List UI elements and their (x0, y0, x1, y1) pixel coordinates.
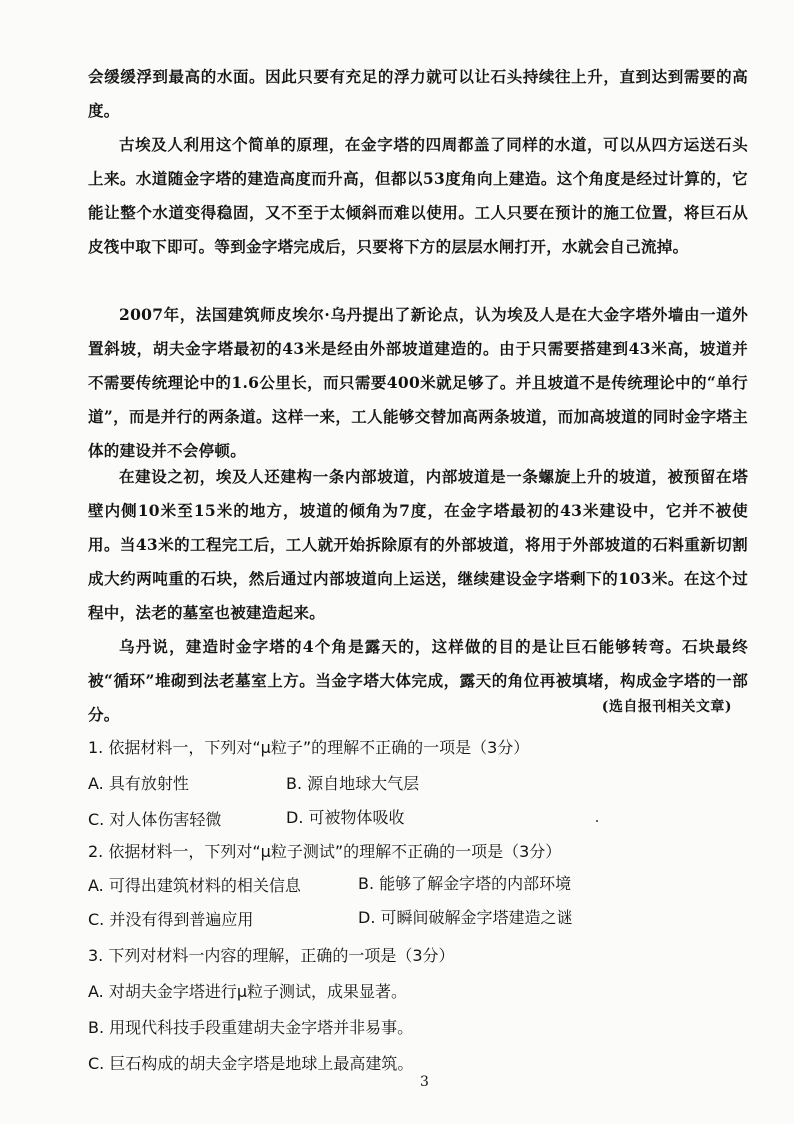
question-2-option-c[interactable]: C. 并没有得到普遍应用 (88, 910, 254, 929)
question-1-stem: 1. 依据材料一，下列对“μ粒子”的理解不正确的一项是（3分） (88, 738, 530, 757)
question-1-option-d[interactable]: D. 可被物体吸收 (286, 808, 405, 827)
question-3-option-b[interactable]: B. 用现代科技手段重建胡夫金字塔并非易事。 (88, 1018, 414, 1037)
question-1-option-a[interactable]: A. 具有放射性 (88, 774, 189, 793)
question-1-option-b[interactable]: B. 源自地球大气层 (286, 774, 420, 793)
page-number: 3 (420, 1074, 429, 1090)
passage-paragraph-2: 古埃及人利用这个简单的原理，在金字塔的四周都盖了同样的水道，可以从四方运送石头上来。水道随金字塔的建造高度而升高，但都以53度角向上建造。这个角度是经过计算的，它能让整个水道变得稳固，又不至于太倾斜而难以使用。工人只要在预计的施工位置，将巨石从皮筏中取下即可。等到金字塔完成后，只要将下方的层层水闸打开，水就会自己流掉。 (88, 135, 748, 256)
passage-paragraph-3: 2007年，法国建筑师皮埃尔·乌丹提出了新论点，认为埃及人是在大金字塔外墙由一道外置斜坡，胡夫金字塔最初的43米是经由外部坡道建造的。由于只需要搭建到43米高，坡道并不需要传统理论中的1.6公里长，而只需要400米就足够了。并且坡道不是传统理论中的“单行道”，而是并行的两条道。这样一来，工人能够交替加高两条坡道，而加高坡道的同时金字塔主体的建设并不会停顿。 (88, 305, 748, 460)
question-1-option-c[interactable]: C. 对人体伤害轻微 (88, 810, 222, 829)
source-citation: (选自报刊相关文章) (601, 699, 732, 715)
question-3-option-a[interactable]: A. 对胡夫金字塔进行μ粒子测试，成果显著。 (88, 982, 408, 1001)
passage-paragraph-1: 会缓缓浮到最高的水面。因此只要有充足的浮力就可以让石头持续往上升，直到达到需要的高度。 (88, 67, 748, 120)
question-2-stem: 2. 依据材料一，下列对“μ粒子测试”的理解不正确的一项是（3分） (88, 842, 562, 861)
passage-paragraph-5: 乌丹说，建造时金字塔的4个角是露天的，这样做的目的是让巨石能够转弯。石块最终被“循环”堆砌到法老墓室上方。当金字塔大体完成，露天的角位再被填堵，构成金字塔的一部分。 (88, 637, 748, 724)
question-2-option-b[interactable]: B. 能够了解金字塔的内部环境 (358, 874, 572, 893)
question-3-stem: 3. 下列对材料一内容的理解，正确的一项是（3分） (88, 946, 455, 965)
question-2-option-d[interactable]: D. 可瞬间破解金字塔建造之谜 (358, 908, 573, 927)
question-2-option-a[interactable]: A. 可得出建筑材料的相关信息 (88, 876, 301, 895)
stray-mark (596, 820, 598, 822)
passage-paragraph-4: 在建设之初，埃及人还建构一条内部坡道，内部坡道是一条螺旋上升的坡道，被预留在塔壁内侧10米至15米的地方，坡道的倾角为7度，在金字塔最初的43米建设中，它并不被使用。当43米的工程完工后，工人就开始拆除原有的外部坡道，将用于外部坡道的石料重新切割成大约两吨重的石块，然后通过内部坡道向上运送，继续建设金字塔剩下的103米。在这个过程中，法老的墓室也被建造起来。 (88, 467, 748, 622)
question-3-option-c[interactable]: C. 巨石构成的胡夫金字塔是地球上最高建筑。 (88, 1054, 414, 1073)
